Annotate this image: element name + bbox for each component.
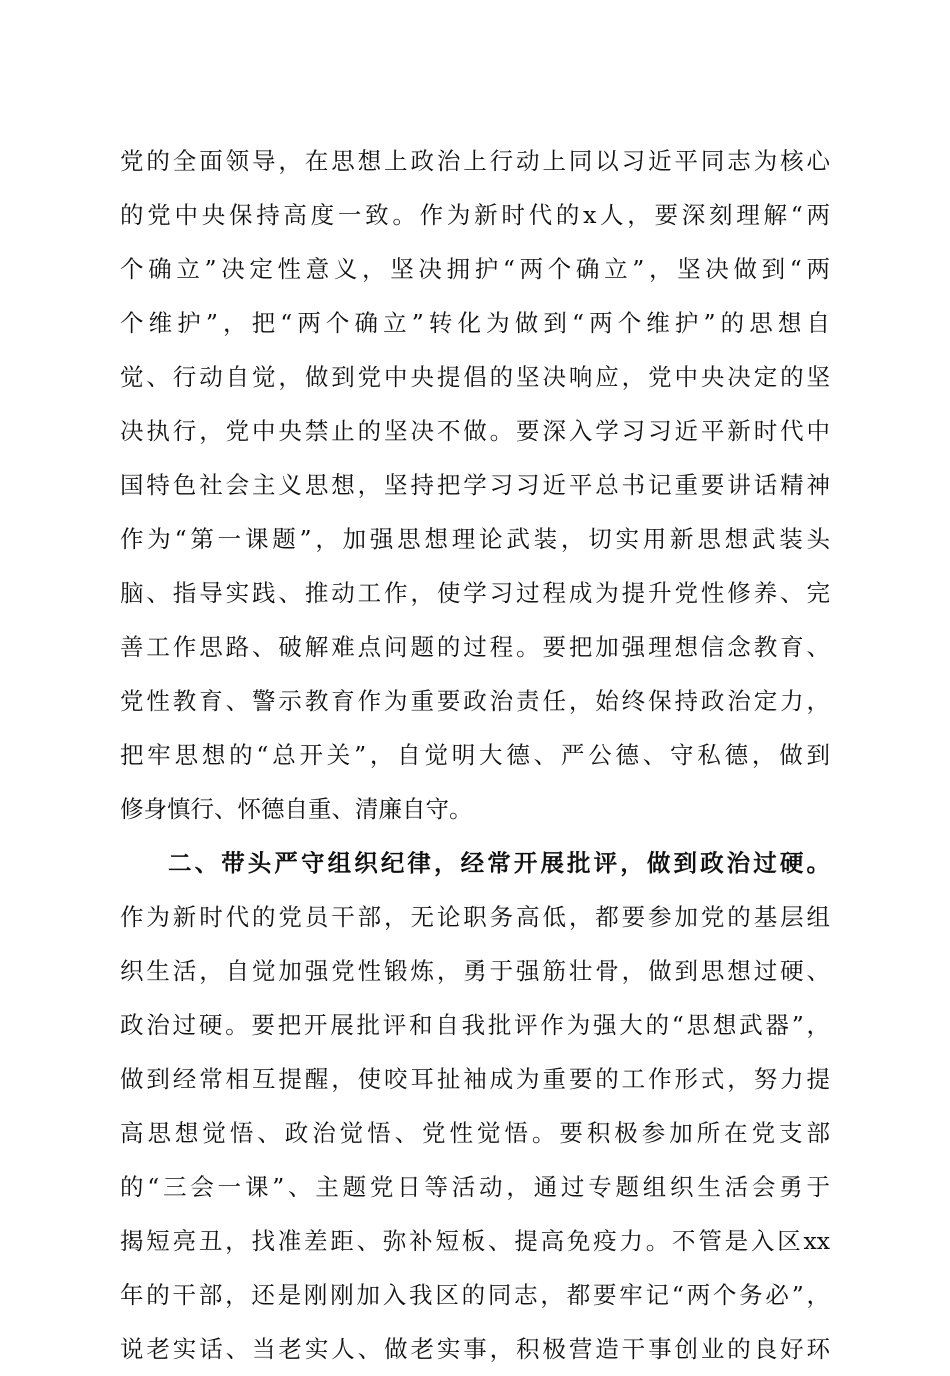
text-line: 的党中央保持高度一致。作为新时代的x人，要深刻理解“两	[120, 201, 830, 229]
text-line: 个确立”决定性意义，坚决拥护“两个确立”，坚决做到“两	[120, 255, 830, 283]
text-line: 作为新时代的党员干部，无论职务高低，都要参加党的基层组	[120, 903, 830, 931]
text-line: 修身慎行、怀德自重、清廉自守。	[120, 795, 473, 823]
text-line: 善工作思路、破解难点问题的过程。要把加强理想信念教育、	[120, 633, 830, 661]
text-line: 国特色社会主义思想，坚持把学习习近平总书记重要讲话精神	[120, 471, 830, 499]
text-line: 说老实话、当老实人、做老实事，积极营造干事创业的良好环	[120, 1335, 830, 1363]
text-line: 高思想觉悟、政治觉悟、党性觉悟。要积极参加所在党支部	[120, 1119, 830, 1147]
text-line: 揭短亮丑，找准差距、弥补短板、提高免疫力。不管是入区xx	[120, 1227, 830, 1255]
text-line: 作为“第一课题”，加强思想理论武装，切实用新思想武装头	[120, 525, 830, 553]
text-line: 决执行，党中央禁止的坚决不做。要深入学习习近平新时代中	[120, 417, 830, 445]
paragraph-2	[120, 890, 830, 1376]
text-line: 年的干部，还是刚刚加入我区的同志，都要牢记“两个务必”，	[120, 1281, 830, 1309]
text-line: 个维护”，把“两个确立”转化为做到“两个维护”的思想自	[120, 309, 830, 337]
text-line: 脑、指导实践、推动工作，使学习过程成为提升党性修养、完	[120, 579, 830, 607]
text-line: 把牢思想的“总开关”，自觉明大德、严公德、守私德，做到	[120, 741, 830, 769]
paragraph-1	[120, 134, 830, 836]
text-line: 党的全面领导，在思想上政治上行动上同以习近平同志为核心	[120, 147, 830, 175]
text-line: 做到经常相互提醒，使咬耳扯袖成为重要的工作形式，努力提	[120, 1065, 830, 1093]
text-line: 党性教育、警示教育作为重要政治责任，始终保持政治定力，	[120, 687, 830, 715]
text-line: 织生活，自觉加强党性锻炼，勇于强筋壮骨，做到思想过硬、	[120, 957, 830, 985]
document-body	[120, 134, 830, 1376]
text-line: 政治过硬。要把开展批评和自我批评作为强大的“思想武器”，	[120, 1011, 830, 1039]
section-heading: 二、带头严守组织纪律，经常开展批评，做到政治过硬。	[168, 849, 830, 877]
text-line: 的“三会一课”、主题党日等活动，通过专题组织生活会勇于	[120, 1173, 830, 1201]
text-line: 觉、行动自觉，做到党中央提倡的坚决响应，党中央决定的坚	[120, 363, 830, 391]
